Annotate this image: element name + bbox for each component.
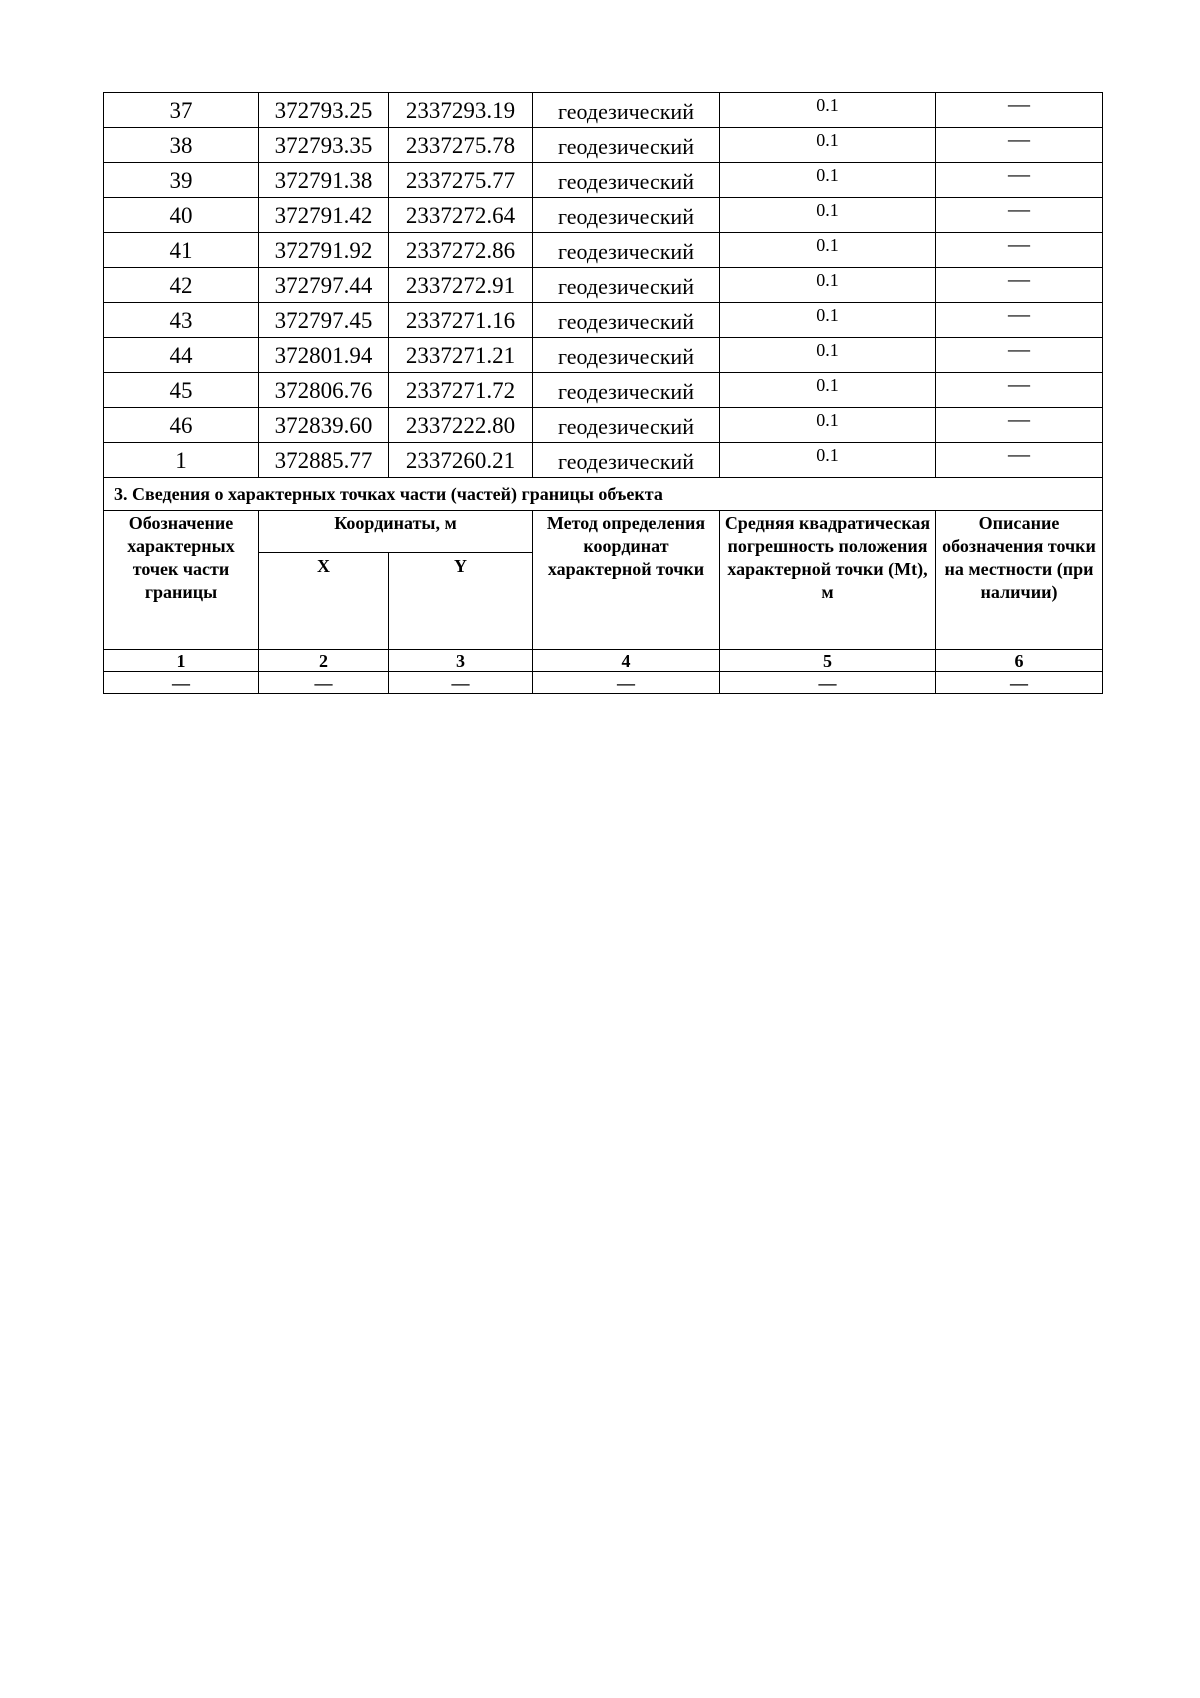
table-row: [104, 233, 1103, 268]
error-mt: 0.1: [720, 443, 936, 478]
method: геодезический: [533, 233, 720, 268]
table-row: [104, 373, 1103, 408]
empty-cell: —: [104, 672, 259, 694]
error-mt: 0.1: [720, 233, 936, 268]
coord-y: 2337272.64: [389, 198, 533, 233]
header-row: [104, 511, 1103, 553]
method: геодезический: [533, 128, 720, 163]
coord-x: 372801.94: [259, 338, 389, 373]
description: —: [936, 303, 1103, 338]
column-number-row: [104, 650, 1103, 672]
point-number: 41: [104, 233, 259, 268]
method: геодезический: [533, 303, 720, 338]
column-number: 5: [720, 650, 936, 672]
coord-x: 372791.42: [259, 198, 389, 233]
point-number: 42: [104, 268, 259, 303]
description: —: [936, 373, 1103, 408]
column-number: 4: [533, 650, 720, 672]
description: —: [936, 163, 1103, 198]
description: —: [936, 128, 1103, 163]
header-description: Описание обозначения точки на местности (при наличии): [936, 511, 1103, 650]
column-number: 2: [259, 650, 389, 672]
column-number: 6: [936, 650, 1103, 672]
description: —: [936, 268, 1103, 303]
description: —: [936, 233, 1103, 268]
table-row: [104, 198, 1103, 233]
empty-cell: —: [936, 672, 1103, 694]
point-number: 43: [104, 303, 259, 338]
point-number: 37: [104, 93, 259, 128]
error-mt: 0.1: [720, 128, 936, 163]
method: геодезический: [533, 268, 720, 303]
coord-y: 2337272.86: [389, 233, 533, 268]
method: геодезический: [533, 443, 720, 478]
method: геодезический: [533, 93, 720, 128]
header-x: X: [259, 553, 389, 650]
method: геодезический: [533, 163, 720, 198]
coord-x: 372797.45: [259, 303, 389, 338]
header-mean-error: Средняя квадратическая погрешность положения характерной точки (Mt), м: [720, 511, 936, 650]
error-mt: 0.1: [720, 408, 936, 443]
error-mt: 0.1: [720, 373, 936, 408]
coord-x: 372797.44: [259, 268, 389, 303]
point-number: 39: [104, 163, 259, 198]
column-number: 3: [389, 650, 533, 672]
coord-y: 2337271.16: [389, 303, 533, 338]
coord-x: 372839.60: [259, 408, 389, 443]
empty-cell: —: [389, 672, 533, 694]
coord-y: 2337260.21: [389, 443, 533, 478]
empty-row: [104, 672, 1103, 694]
section-title: 3. Сведения о характерных точках части (частей) границы объекта: [104, 478, 1103, 511]
table-row: [104, 443, 1103, 478]
empty-cell: —: [720, 672, 936, 694]
description: —: [936, 338, 1103, 373]
coordinates-table: [103, 92, 1103, 694]
table-row: [104, 268, 1103, 303]
error-mt: 0.1: [720, 268, 936, 303]
error-mt: 0.1: [720, 93, 936, 128]
coord-x: 372793.25: [259, 93, 389, 128]
coord-y: 2337293.19: [389, 93, 533, 128]
description: —: [936, 408, 1103, 443]
coord-x: 372791.38: [259, 163, 389, 198]
coord-x: 372885.77: [259, 443, 389, 478]
description: —: [936, 198, 1103, 233]
error-mt: 0.1: [720, 198, 936, 233]
method: геодезический: [533, 338, 720, 373]
method: геодезический: [533, 373, 720, 408]
coord-y: 2337222.80: [389, 408, 533, 443]
table-row: [104, 338, 1103, 373]
coord-x: 372806.76: [259, 373, 389, 408]
point-number: 1: [104, 443, 259, 478]
coord-y: 2337275.77: [389, 163, 533, 198]
description: —: [936, 93, 1103, 128]
empty-cell: —: [259, 672, 389, 694]
table-row: [104, 303, 1103, 338]
header-point-designation: Обозначение характерных точек части границы: [104, 511, 259, 650]
table-row: [104, 93, 1103, 128]
point-number: 45: [104, 373, 259, 408]
method: геодезический: [533, 198, 720, 233]
section-title-row: [104, 478, 1103, 511]
method: геодезический: [533, 408, 720, 443]
error-mt: 0.1: [720, 338, 936, 373]
coord-x: 372793.35: [259, 128, 389, 163]
table-body: [104, 93, 1103, 694]
coord-y: 2337272.91: [389, 268, 533, 303]
header-y: Y: [389, 553, 533, 650]
table-row: [104, 128, 1103, 163]
point-number: 46: [104, 408, 259, 443]
header-coordinates: Координаты, м: [259, 511, 533, 553]
point-number: 40: [104, 198, 259, 233]
table-row: [104, 408, 1103, 443]
column-number: 1: [104, 650, 259, 672]
point-number: 38: [104, 128, 259, 163]
description: —: [936, 443, 1103, 478]
error-mt: 0.1: [720, 163, 936, 198]
coord-y: 2337275.78: [389, 128, 533, 163]
error-mt: 0.1: [720, 303, 936, 338]
empty-cell: —: [533, 672, 720, 694]
header-method: Метод определения координат характерной точки: [533, 511, 720, 650]
coord-y: 2337271.72: [389, 373, 533, 408]
coord-y: 2337271.21: [389, 338, 533, 373]
table-row: [104, 163, 1103, 198]
coord-x: 372791.92: [259, 233, 389, 268]
point-number: 44: [104, 338, 259, 373]
